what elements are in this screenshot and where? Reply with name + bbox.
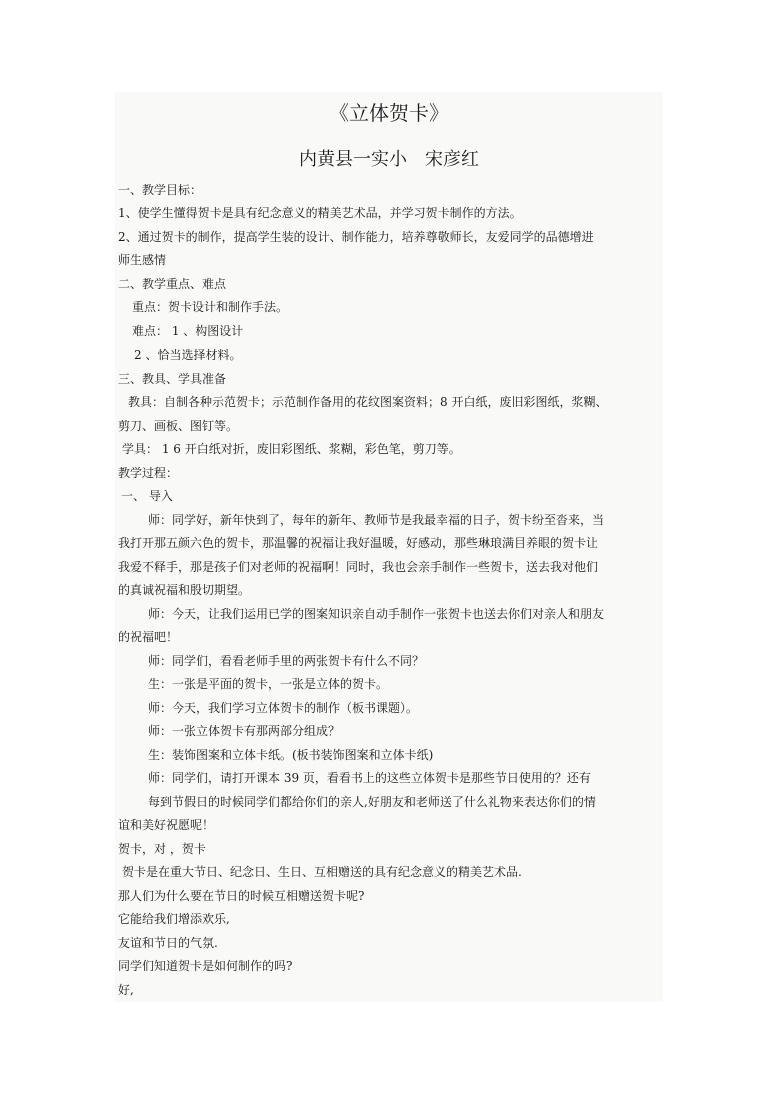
text-line: 谊和美好祝愿呢！	[118, 818, 215, 832]
text-line: 师：同学们，请打开课本 39 页，看看书上的这些立体贺卡是那些节日使用的？还有	[148, 771, 591, 785]
text-line: 2、通过贺卡的制作，提高学生装的设计、制作能力，培养尊敬师长，友爱同学的品德增进	[118, 230, 594, 244]
text-line: 师：一张立体贺卡有那两部分组成？	[148, 724, 341, 738]
document-title: 《立体贺卡》	[329, 101, 449, 125]
text-line: 我爱不释手，那是孩子们对老师的祝福啊！同时，我也会亲手制作一些贺卡，送去我对他们	[118, 560, 599, 574]
text-line: 2 、恰当选择材料。	[134, 348, 242, 362]
document-page	[115, 92, 663, 1002]
text-line: 我打开那五颜六色的贺卡，那温馨的祝福让我好温暖，好感动，那些琳琅满目养眼的贺卡让	[118, 536, 599, 550]
text-line: 剪刀、画板、图钉等。	[118, 419, 239, 433]
text-line: 师生感情	[118, 253, 167, 267]
text-line: 生：装饰图案和立体卡纸。(板书装饰图案和立体卡纸)	[148, 748, 434, 762]
text-line: 二、教学重点、难点	[118, 277, 227, 291]
text-line: 教学过程：	[118, 466, 179, 480]
text-line: 难点： 1 、构图设计	[132, 324, 244, 338]
text-line: 的真诚祝福和殷切期望。	[118, 583, 251, 597]
text-line: 重点：贺卡设计和制作手法。	[132, 300, 289, 314]
text-line: 贺卡，对 ，贺卡	[118, 842, 206, 856]
text-line: 生：一张是平面的贺卡，一张是立体的贺卡。	[148, 677, 389, 691]
text-line: 每到节假日的时候同学们都给你们的亲人,好朋友和老师送了什么礼物来表达你们的情	[148, 795, 596, 809]
text-line: 友谊和节日的气氛.	[118, 936, 218, 950]
text-line: 三、教具、学具准备	[118, 372, 227, 386]
text-line: 学具： 1 6 开白纸对折，废旧彩图纸、浆糊，彩色笔，剪刀等。	[122, 442, 461, 456]
text-line: 一、 导入	[121, 489, 173, 503]
text-line: 那人们为什么要在节日的时候互相赠送贺卡呢?	[118, 889, 365, 903]
text-line: 教具：自制各种示范贺卡；示范制作备用的花纹图案资料；8 开白纸，废旧彩图纸，浆糊、	[128, 395, 608, 409]
text-line: 好,	[118, 983, 134, 997]
text-line: 师：同学好，新年快到了，每年的新年、教师节是我最幸福的日子，贺卡纷至沓来，当	[148, 513, 605, 527]
text-line: 贺卡是在重大节日、纪念日、生日、互相赠送的具有纪念意义的精美艺术品.	[122, 865, 522, 879]
text-line: 师：今天，让我们运用已学的图案知识亲自动手制作一张贺卡也送去你们对亲人和朋友	[148, 607, 605, 621]
text-line: 师：同学们，看看老师手里的两张贺卡有什么不同？	[148, 654, 425, 668]
text-line: 一、教学目标：	[118, 183, 203, 197]
text-line: 同学们知道贺卡是如何制作的吗?	[118, 959, 293, 973]
text-line: 师：今天，我们学习立体贺卡的制作（板书课题）。	[148, 701, 419, 715]
document-subtitle: 内黄县一实小 宋彦红	[299, 149, 479, 170]
text-line: 它能给我们增添欢乐,	[118, 912, 230, 926]
text-line: 的祝福吧！	[118, 630, 179, 644]
text-line: 1、使学生懂得贺卡是具有纪念意义的精美艺术品，并学习贺卡制作的方法。	[118, 206, 522, 220]
